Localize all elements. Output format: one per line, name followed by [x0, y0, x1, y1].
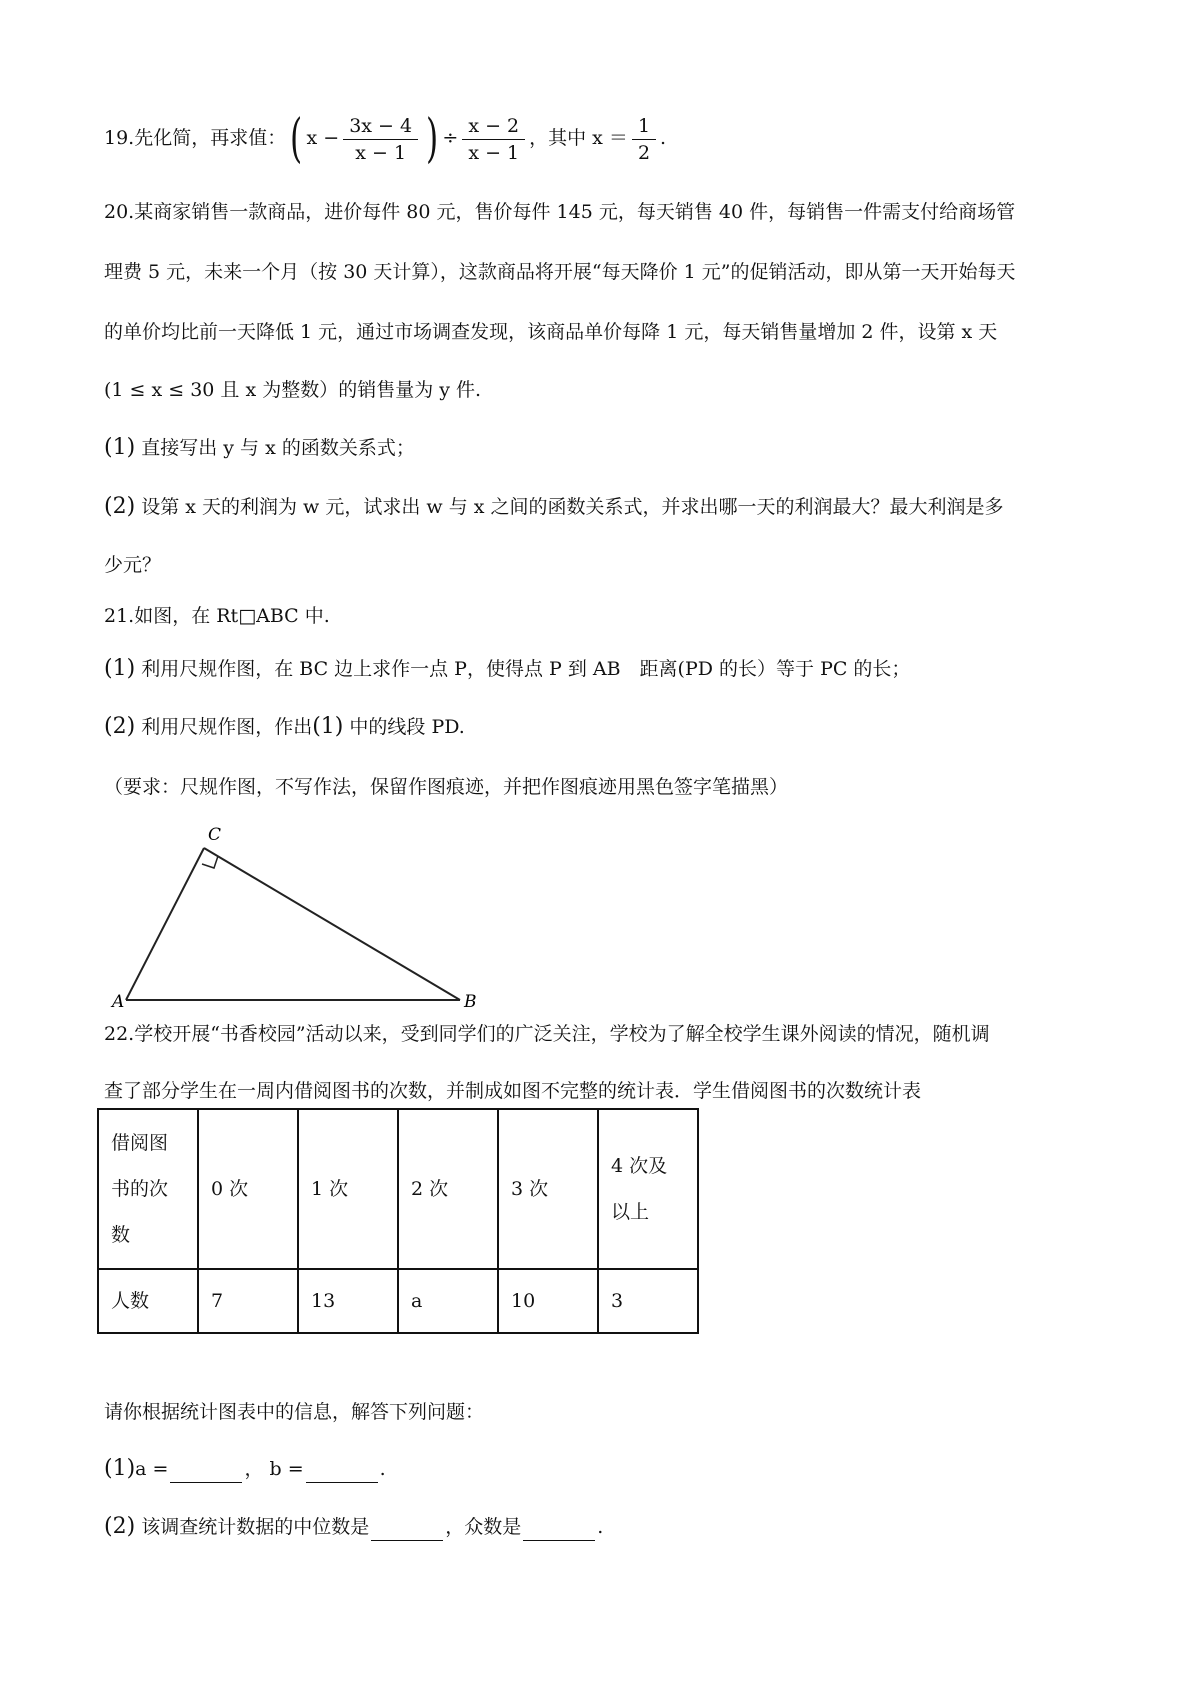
- q22-line-2: 查了部分学生在一周内借阅图书的次数，并制成如图不完整的统计表．学生借阅图书的次数统计表: [104, 1080, 922, 1102]
- part-text: .: [379, 1458, 386, 1480]
- table-cell: 7: [198, 1269, 298, 1333]
- fraction-3-numerator: 1: [632, 113, 656, 140]
- table-header-row: [98, 1109, 698, 1269]
- q20-line-2: 理费 5 元，未来一个月（按 30 天计算），这款商品将开展“每天降价 1 元”的促销活动，即从第一天开始每天: [104, 261, 1016, 283]
- borrowing-stats-table: [97, 1108, 699, 1334]
- fraction-1: [343, 113, 418, 166]
- part-text: ，众数是: [445, 1516, 522, 1538]
- part-text: 该调查统计数据的中位数是: [135, 1516, 370, 1538]
- part-text: 利用尺规作图，作出: [135, 716, 313, 738]
- q21-part-1: [104, 655, 910, 683]
- part-text: 利用尺规作图，在 BC 边上求作一点 P，使得点 P 到 AB 距离(PD 的长）等于 PC 的长；: [135, 658, 911, 680]
- q21-requirement: （要求：尺规作图，不写作法，保留作图痕迹，并把作图痕迹用黑色签字笔描黑）: [104, 776, 789, 798]
- part-number: (2): [104, 714, 136, 739]
- q22-part-2: [104, 1513, 603, 1541]
- q20-line-1: 20.某商家销售一款商品，进价每件 80 元，售价每件 145 元，每天销售 40 件，每销售一件需支付给商场管: [104, 201, 1016, 223]
- part-number: (2): [104, 1514, 136, 1539]
- side-cb: [204, 848, 460, 1000]
- q22-prompt: 请你根据统计图表中的信息，解答下列问题：: [104, 1401, 485, 1423]
- table-cell: a: [398, 1269, 498, 1333]
- part-number: (1): [104, 1456, 136, 1481]
- q22-line-1: 22.学校开展“书香校园”活动以来，受到同学们的广泛关注，学校为了解全校学生课外阅读的情况，随机调: [104, 1023, 990, 1045]
- answer-blank-a[interactable]: [170, 1462, 242, 1483]
- side-ca: [126, 848, 204, 1000]
- q19-end: .: [660, 127, 667, 149]
- q19-prefix: 19.先化简，再求值：: [104, 127, 287, 149]
- answer-blank-median[interactable]: [371, 1520, 443, 1541]
- q19-x: x −: [306, 127, 340, 149]
- division-sign: ÷: [442, 127, 459, 149]
- right-triangle-figure: [112, 820, 478, 1012]
- q20-part-2-cont: 少元？: [104, 554, 162, 576]
- q20-part-2: [104, 493, 1004, 521]
- label-c: C: [208, 825, 222, 845]
- table-cell: 10: [498, 1269, 598, 1333]
- part-text: .: [597, 1516, 604, 1538]
- part-text: a =: [135, 1458, 169, 1480]
- part-number: (1): [104, 435, 136, 460]
- question-19: [104, 108, 666, 168]
- table-cell: 4 次及 以上: [598, 1109, 698, 1269]
- answer-blank-b[interactable]: [306, 1462, 378, 1483]
- part-number: (1): [104, 656, 136, 681]
- table-cell: 借阅图 书的次 数: [98, 1109, 198, 1269]
- fraction-3: [632, 113, 656, 166]
- q21-line-1: 21.如图，在 Rt□ABC 中.: [104, 605, 330, 627]
- q20-line-3: 的单价均比前一天降低 1 元，通过市场调查发现，该商品单价每降 1 元，每天销售量增加 2 件，设第 x 天: [104, 321, 998, 343]
- part-text: 设第 x 天的利润为 w 元，试求出 w 与 x 之间的函数关系式，并求出哪一天的利润最大？最大利润是多: [135, 496, 1004, 518]
- q20-part-1: [104, 434, 415, 462]
- part-reference: (1): [312, 714, 344, 739]
- q22-part-1: [104, 1455, 386, 1483]
- fraction-1-denominator: x − 1: [355, 141, 407, 164]
- left-paren: (: [290, 109, 303, 169]
- table-cell: 0 次: [198, 1109, 298, 1269]
- table-cell: 3: [598, 1269, 698, 1333]
- label-b: B: [464, 992, 477, 1012]
- table-cell: 人数: [98, 1269, 198, 1333]
- part-text: ， b =: [244, 1458, 304, 1480]
- q20-line-4: (1 ≤ x ≤ 30 且 x 为整数）的销售量为 y 件.: [104, 379, 482, 401]
- q19-where: ，其中 x ＝: [529, 127, 628, 149]
- fraction-2-denominator: x − 1: [468, 141, 520, 164]
- fraction-2-numerator: x − 2: [462, 113, 525, 140]
- q21-part-2: [104, 713, 465, 741]
- right-paren: ): [426, 109, 439, 169]
- part-number: (2): [104, 494, 136, 519]
- fraction-3-denominator: 2: [637, 141, 651, 164]
- right-angle-mark: [202, 856, 218, 868]
- table-cell: 1 次: [298, 1109, 398, 1269]
- fraction-1-numerator: 3x − 4: [343, 113, 418, 140]
- label-a: A: [112, 992, 125, 1012]
- part-text: 中的线段 PD.: [343, 716, 465, 738]
- table-cell: 13: [298, 1269, 398, 1333]
- table-cell: 2 次: [398, 1109, 498, 1269]
- table-row: [98, 1269, 698, 1333]
- fraction-2: [462, 113, 525, 166]
- part-text: 直接写出 y 与 x 的函数关系式；: [135, 437, 415, 459]
- answer-blank-mode[interactable]: [523, 1520, 595, 1541]
- table-cell: 3 次: [498, 1109, 598, 1269]
